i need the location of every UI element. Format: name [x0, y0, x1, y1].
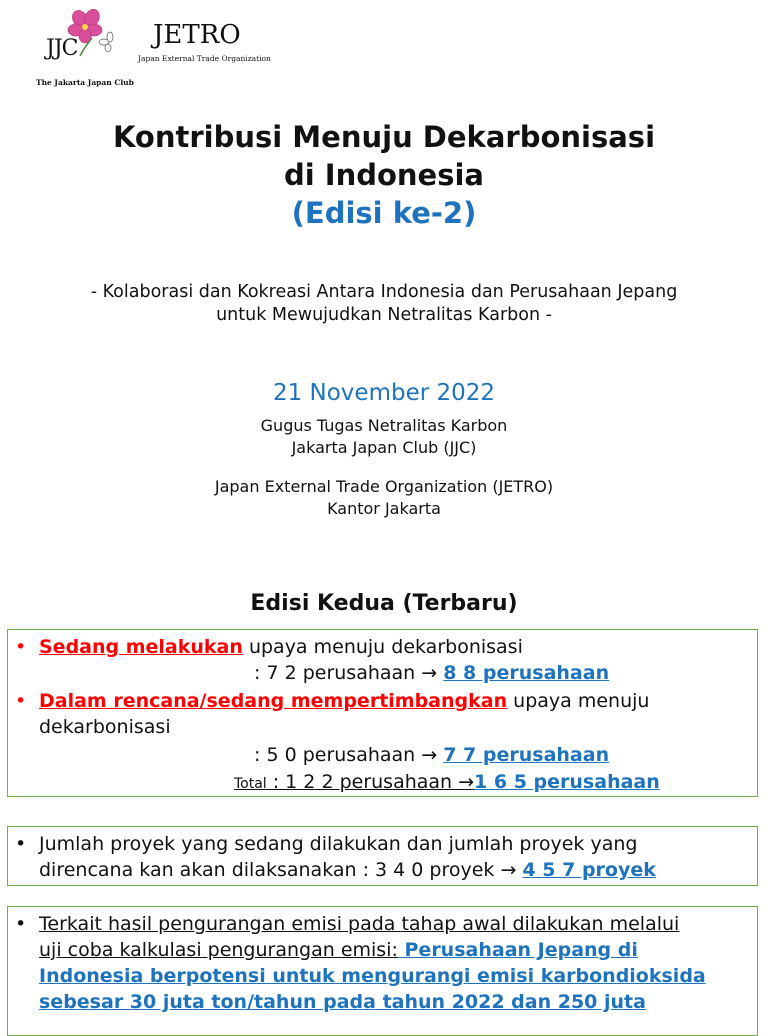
total-old-count: : 1 2 2 perusahaan → [266, 771, 475, 793]
projects-line-1: Jumlah proyek yang sedang dilakukan dan jumlah proyek yang [39, 833, 638, 855]
subtitle [0, 281, 768, 327]
jjc-caption: The Jakarta Japan Club [36, 78, 134, 87]
planned-old-count: : 5 0 perusahaan → [254, 744, 444, 766]
jjc-logo [18, 6, 134, 90]
company-count-box [7, 629, 758, 797]
bullet: • [15, 833, 27, 855]
total-new-count: 1 6 5 perusahaan [474, 771, 660, 793]
bullet: • [15, 690, 27, 712]
item-planned-line [39, 688, 649, 714]
bullet: • [15, 913, 27, 935]
section-heading: Edisi Kedua (Terbaru) [250, 591, 518, 616]
planned-text-line-2: dekarbonisasi [39, 716, 171, 738]
emission-reduction-box [7, 906, 758, 1036]
total-label: Total [234, 776, 267, 792]
total-line [234, 769, 660, 797]
project-count-box [7, 826, 758, 886]
planned-counts-line [254, 742, 609, 768]
active-text: upaya menuju dekarbonisasi [242, 636, 523, 658]
subtitle-line-1: - Kolaborasi dan Kokreasi Antara Indonesia dan Perusahaan Jepang [90, 282, 678, 302]
publication-date: 21 November 2022 [272, 380, 496, 406]
emission-line-3: Indonesia berpotensi untuk mengurangi emisi karbondioksida [39, 965, 706, 987]
projects-new-count: 4 5 7 proyek [522, 859, 656, 881]
emission-line-2 [39, 937, 638, 963]
title-edition: (Edisi ke-2) [291, 196, 477, 230]
projects-line-2 [39, 857, 656, 883]
org-jjc-line-1: Gugus Tugas Netralitas Karbon [260, 416, 508, 435]
planned-new-count: 7 7 perusahaan [443, 744, 610, 766]
org-jetro-line-2: Kantor Jakarta [327, 499, 441, 518]
planned-highlight: Dalam rencana/sedang mempertimbangkan [39, 690, 508, 712]
active-counts-line [254, 660, 609, 686]
planned-text: upaya menuju [507, 690, 650, 712]
jetro-logo [138, 20, 271, 63]
jjc-logo-text: JJC [46, 36, 78, 61]
title-line-1: Kontribusi Menuju Dekarbonisasi [112, 120, 656, 154]
emission-line-4: sebesar 30 juta ton/tahun pada tahun 2022 dan 250 juta [39, 991, 646, 1013]
page-title [0, 118, 768, 232]
active-new-count: 8 8 perusahaan [443, 662, 610, 684]
header-logos [18, 6, 318, 90]
jetro-logo-text: JETRO [153, 20, 241, 50]
emission-line-2-plain: uji coba kalkulasi pengurangan emisi: [39, 939, 398, 961]
org-jjc-line-2: Jakarta Japan Club (JJC) [291, 438, 477, 457]
emission-line-2-blue: Perusahaan Jepang di [397, 939, 638, 961]
emission-line-1: Terkait hasil pengurangan emisi pada tahap awal dilakukan melalui [39, 913, 680, 935]
org-jetro [0, 476, 768, 520]
item-active-line [39, 634, 523, 660]
active-old-count: : 7 2 perusahaan → [254, 662, 444, 684]
bullet: • [15, 636, 27, 658]
org-jetro-line-1: Japan External Trade Organization (JETRO) [214, 477, 554, 496]
title-line-2: di Indonesia [284, 158, 484, 192]
org-jjc [0, 415, 768, 459]
projects-old-count: direncana kan akan dilaksanakan : 3 4 0 proyek → [39, 859, 523, 881]
jetro-caption: Japan External Trade Organization [138, 54, 271, 63]
active-highlight: Sedang melakukan [39, 636, 243, 658]
subtitle-line-2: untuk Mewujudkan Netralitas Karbon - [216, 305, 552, 325]
